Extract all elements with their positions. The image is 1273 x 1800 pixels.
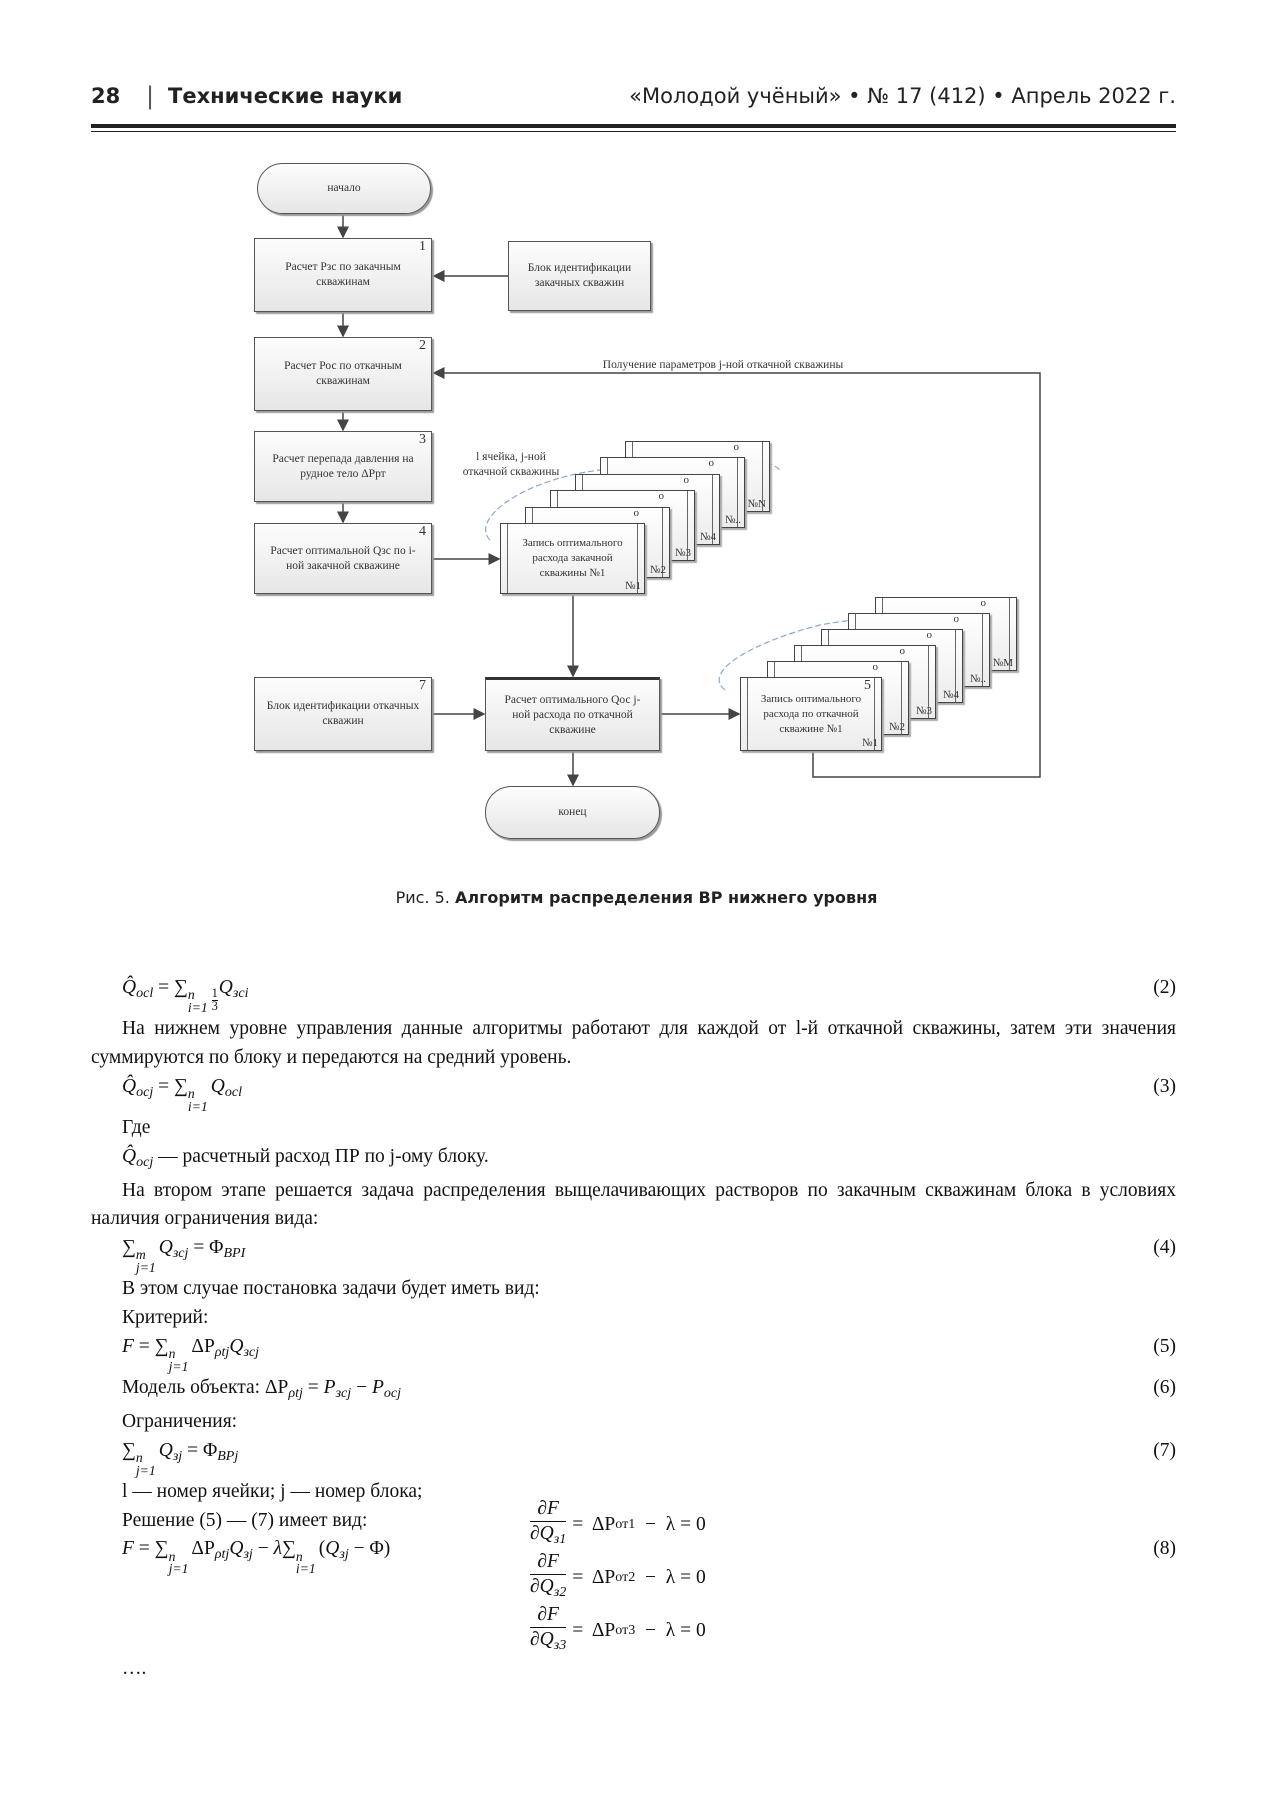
box-2 [254, 337, 432, 411]
record-tag: №4 [700, 530, 716, 543]
formula-text: Q [210, 1075, 225, 1097]
box-number: 4 [419, 524, 426, 539]
equation-5 [91, 1333, 1176, 1374]
partial-derivatives [530, 1498, 706, 1657]
formula-text: Q [229, 1538, 244, 1560]
formula-text: = ΔP [572, 1619, 616, 1641]
formula-text: Q [229, 1335, 244, 1357]
formula-text: = ∑ [153, 977, 188, 998]
record-peek: о [872, 661, 878, 673]
formula-text: ΔP [191, 1335, 215, 1357]
derivative-fraction [530, 1497, 566, 1551]
box-label: Расчет Рос по откачным скважинам [284, 360, 402, 387]
sum-limits [136, 1249, 156, 1275]
record-tag: №M [992, 657, 1013, 669]
box-label: Расчет оптимального Qос j-ной расхода по откачной скважине [504, 693, 641, 736]
formula-text: = ∑ [133, 1538, 169, 1560]
subscript: BPj [217, 1447, 239, 1464]
subscript: от2 [615, 1569, 636, 1585]
record-tag: №2 [650, 563, 666, 576]
equation-7 [91, 1437, 1176, 1478]
formula [122, 1075, 242, 1114]
section-title: Технические науки [168, 84, 403, 108]
article-body [91, 974, 1176, 1576]
solution-label: Решение (5) — (7) имеет вид: [122, 1509, 368, 1531]
denominator: $\partial Q_{з2}$ [530, 1576, 567, 1601]
paragraph: На нижнем уровне управления данные алгоритмы работают для каждой от l-й откачной скважины, затем эти значения суммируются по блоку и передаются на средний уровень. [91, 1018, 1176, 1068]
box-4 [254, 523, 432, 594]
lower-limit: i=1 [295, 1561, 316, 1577]
start-label: начало [327, 182, 361, 194]
record-tag: №.. [725, 514, 741, 527]
numerator: ∂F [530, 1550, 566, 1575]
formula-text: = ∑ [153, 1075, 188, 1097]
subscript: ρtj [214, 1546, 230, 1563]
box-7 [254, 677, 432, 751]
lower-limit: j=1 [168, 1358, 189, 1374]
end-label: конец [558, 806, 587, 818]
box-number: 7 [419, 678, 426, 693]
subscript: ocj [383, 1385, 402, 1402]
box-number: 5 [864, 678, 871, 693]
card-border [507, 524, 508, 593]
record-label: Запись оптимального расхода закачной скважины №1 [522, 537, 623, 579]
formula-text: — расчетный расход ПР по j-ому блоку. [153, 1145, 489, 1167]
box-label: Блок идентификации откачных скважин [266, 700, 420, 727]
lower-limit: j=1 [168, 1561, 189, 1577]
box-label: Расчет перепада давления на рудное тело ΔPрт [272, 452, 414, 480]
formula-text: = ΔP [572, 1513, 616, 1535]
formula-text: Q̂ [122, 977, 137, 998]
criterion-label: Критерий: [122, 1307, 209, 1329]
formula [122, 1145, 489, 1170]
sum-limits [295, 1548, 316, 1577]
record-card [740, 677, 882, 751]
formula-text: = ΔP [572, 1566, 616, 1588]
formula-text: = ∑ [133, 1335, 169, 1357]
equation-number: (6) [1153, 1376, 1176, 1398]
formula-text: = Φ [188, 1237, 224, 1259]
definition [91, 1143, 1176, 1177]
formula-text: P [371, 1376, 384, 1398]
subscript: ρtj [214, 1344, 230, 1361]
subscript: от1 [615, 1516, 636, 1532]
derivative-equation [530, 1604, 706, 1657]
subscript: ocj [136, 1153, 154, 1170]
equation-3 [91, 1073, 1176, 1114]
box-number: 3 [419, 432, 426, 447]
upper-limit: n [168, 1548, 176, 1564]
equation-number: (7) [1153, 1439, 1176, 1461]
box-center-outflow [485, 677, 660, 751]
formula-text: = [302, 1376, 324, 1398]
equation-4 [91, 1234, 1176, 1275]
formula-text: λ [273, 1538, 283, 1560]
formula-text: − λ = 0 [635, 1619, 706, 1641]
lower-limit: i=1 [187, 1098, 208, 1114]
lower-limit: j=1 [135, 1462, 156, 1478]
equation-number: (2) [1153, 977, 1176, 998]
formula-text: − λ = 0 [635, 1566, 706, 1588]
formula [122, 977, 249, 1016]
equation-number: (8) [1153, 1538, 1176, 1560]
record-peek: о [683, 473, 689, 486]
upper-limit: n [187, 1085, 195, 1101]
formula-text: F [122, 1538, 134, 1560]
subscript: з1 [553, 1531, 567, 1548]
derivative-fraction [530, 1550, 566, 1604]
formula-text: ( [318, 1538, 326, 1560]
record-tag: №4 [943, 689, 959, 701]
record-tag: №N [747, 498, 766, 510]
formula-text: Q [218, 977, 233, 998]
sum-limits [135, 1449, 156, 1478]
record-peek: о [926, 629, 932, 641]
formula-text: − λ = 0 [635, 1513, 706, 1535]
sum-limits [168, 1548, 189, 1577]
box-label: Расчет оптимальной Qзс по i-ной закачной скважине [270, 544, 416, 572]
formula-text: P [323, 1376, 336, 1398]
caption-prefix: Рис. 5. [395, 888, 455, 907]
formula-text: F [122, 1335, 134, 1357]
box-label: Расчет Рзс по закачным скважинам [285, 261, 401, 288]
page-number: 28 [91, 84, 121, 108]
numerator: ∂F [530, 1603, 566, 1628]
equation-6 [91, 1374, 1176, 1408]
sum-limits [188, 989, 208, 1015]
box-number: 2 [419, 338, 426, 353]
paragraph: В этом случае постановка задачи будет иметь вид: [122, 1278, 540, 1300]
denominator: $\partial Q_{з3}$ [530, 1629, 567, 1654]
derivative-equation [530, 1551, 706, 1604]
start-terminal [257, 163, 431, 214]
upper-limit: n [168, 1345, 176, 1361]
derivative-fraction [530, 1603, 566, 1657]
record-tag: №1 [625, 580, 641, 592]
subscript: ocj [136, 1083, 154, 1100]
lower-limit: i=1 [187, 1000, 208, 1016]
equation-number: (3) [1153, 1075, 1176, 1097]
formula-text: Q [325, 1538, 340, 1560]
formula [122, 1335, 260, 1374]
formula [122, 1237, 246, 1276]
formula-text: − [252, 1538, 274, 1560]
record-peek: о [899, 645, 905, 657]
notation-legend: l — номер ячейки; j — номер блока; [122, 1480, 423, 1502]
subscript: зcj [335, 1385, 352, 1402]
subscript: от3 [615, 1622, 636, 1638]
subscript: з3 [553, 1637, 567, 1654]
upper-limit: n [187, 987, 195, 1003]
where-label: Где [122, 1116, 151, 1138]
formula-text: Q [158, 1439, 173, 1461]
figure-caption [0, 888, 1273, 907]
upper-limit: n [295, 1548, 303, 1564]
paragraph: На втором этапе решается задача распределения выщелачивающих растворов по закачным скважинам блока в условиях наличия ограничения вида: [91, 1179, 1176, 1230]
caption-title: Алгоритм распределения ВР нижнего уровня [454, 888, 878, 907]
constraints-label: Ограничения: [122, 1410, 238, 1432]
formula-text: − [351, 1376, 372, 1398]
equation-number: (5) [1153, 1335, 1176, 1357]
record-tag: №2 [889, 721, 905, 733]
subscript: зj [339, 1546, 349, 1563]
sum-limits [168, 1345, 189, 1374]
box-number: 1 [419, 239, 426, 254]
lower-limit: j=1 [135, 1260, 156, 1276]
subscript: з2 [553, 1584, 567, 1601]
formula-text: Q [158, 1237, 173, 1259]
box-1 [254, 238, 432, 312]
record-label: Запись оптимального расхода по откачной скважине №1 [760, 692, 862, 735]
record-tag: №1 [862, 737, 878, 749]
header-separator: | [146, 82, 155, 110]
record-card [500, 523, 645, 594]
derivative-equation [530, 1498, 706, 1551]
sum-limits [187, 1085, 208, 1114]
formula [122, 1376, 402, 1402]
formula-text: = Φ [182, 1439, 218, 1461]
subscript: зcj [172, 1245, 189, 1262]
box-3 [254, 431, 432, 502]
formula-text: Q̂ [122, 1145, 137, 1167]
record-peek: о [658, 490, 664, 503]
record-peek: о [953, 613, 959, 625]
cell-label: l ячейка, j-ной откачной скважины [462, 451, 560, 478]
injection-ident-block [508, 241, 651, 311]
record-peek: о [980, 597, 986, 609]
formula-text: ∑ [282, 1538, 296, 1560]
record-peek: о [733, 441, 739, 453]
numerator: 1 [211, 986, 218, 1001]
loop-label: Получение параметров j-ной откачной скважины [602, 359, 844, 371]
formula [122, 1439, 239, 1478]
record-tag: №3 [675, 547, 691, 560]
numerator: ∂F [530, 1497, 566, 1522]
equation-number: (4) [1153, 1237, 1176, 1259]
equation-2 [91, 974, 1176, 1015]
record-peek: о [708, 457, 714, 470]
subscript: BPI [223, 1245, 246, 1262]
upper-limit: m [135, 1247, 146, 1263]
formula-text: Q̂ [122, 1075, 137, 1097]
subscript: зcj [243, 1344, 260, 1361]
formula-text: Модель объекта: ΔP [122, 1376, 289, 1398]
formula-text: − Φ) [348, 1538, 391, 1560]
subscript: зj [243, 1546, 253, 1563]
journal-issue: «Молодой учёный» • № 17 (412) • Апрель 2022 г. [629, 84, 1176, 108]
subscript: ρtj [288, 1385, 303, 1402]
card-border [747, 678, 748, 750]
formula-text: ΔP [191, 1538, 215, 1560]
record-tag: №3 [916, 705, 932, 717]
subscript: зj [172, 1447, 183, 1464]
end-terminal [485, 786, 660, 839]
formula-text: ∑ [122, 1237, 136, 1259]
upper-limit: n [135, 1449, 143, 1465]
denominator: $\partial Q_{з1}$ [530, 1523, 567, 1548]
ellipsis: …. [122, 1658, 147, 1679]
subscript: зci [232, 985, 249, 1002]
subscript: ocl [136, 985, 154, 1002]
denominator: 3 [211, 998, 218, 1013]
formula [122, 1538, 391, 1577]
subscript: ocl [224, 1083, 242, 1100]
record-tag: №.. [970, 673, 986, 685]
box-label: Блок идентификации закачных скважин [527, 262, 632, 289]
record-peek: о [633, 506, 639, 519]
formula-text: ∑ [122, 1439, 136, 1461]
fraction [212, 988, 218, 1012]
